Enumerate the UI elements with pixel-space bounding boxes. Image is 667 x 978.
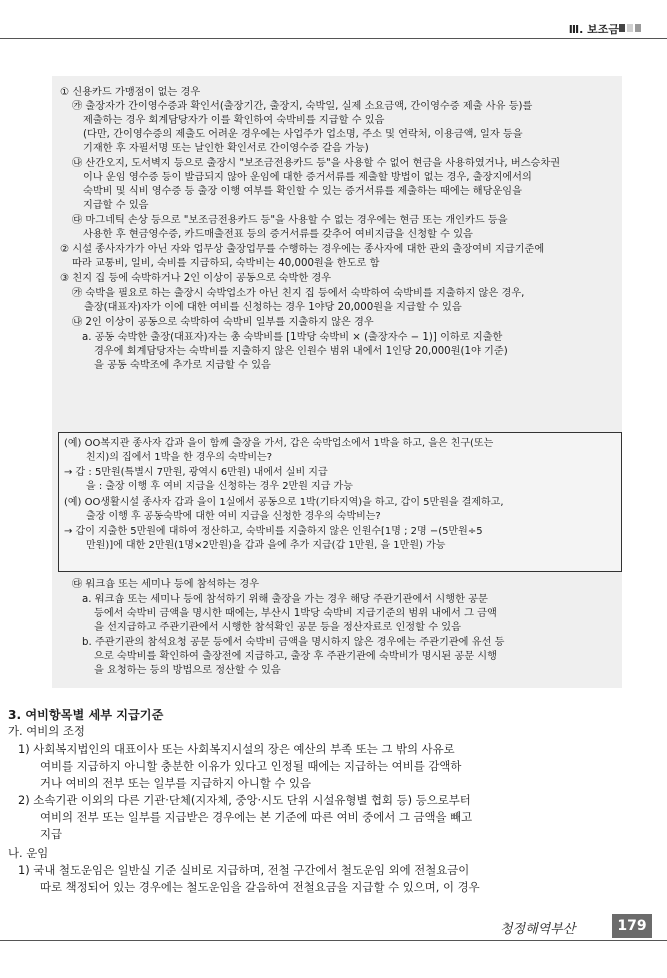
text-line: 등에서 숙박비 금액을 명시한 때에는, 부산시 1박당 숙박비 지급기준의 범위 내에서 그 금액	[94, 608, 497, 619]
busan-logo: 청정해역부산	[500, 922, 576, 937]
example-line: (예) OO복지관 종사자 갑과 을이 함께 출장을 가서, 갑은 숙박업소에서 1박을 하고, 을은 친구(또는	[64, 438, 494, 449]
text-line: 사용한 후 현금영수증, 카드매출전표 등의 증거서류를 갖추어 여비지급을 신청할 수 있음	[83, 229, 473, 240]
text-line: ㉰ 마그네틱 손상 등으로 "보조금전용카드 등"을 사용할 수 없는 경우에는 현금 또는 개인카드 등을	[72, 215, 508, 226]
text-line: 경우에 회계담당자는 숙박비를 지출하지 않은 인원수 범위 내에서 1인당 20,000원(1야 기준)	[94, 346, 508, 357]
text-line: ㉯ 2인 이상이 공동으로 숙박하여 숙박비 일부를 지출하지 않은 경우	[72, 317, 374, 328]
header-squares-icon	[619, 24, 641, 32]
example-line: 출장 이행 후 공동숙박에 대한 여비 지급을 신청한 경우의 숙박비는?	[86, 511, 381, 522]
text-line: 을 공동 숙박조에 추가로 지급할 수 있음	[94, 360, 271, 371]
subsection-title: 가. 여비의 조정	[8, 724, 85, 738]
body-line: 여비를 지급하지 아니할 충분한 이유가 있다고 인정될 때에는 지급하는 여비를 감액하	[40, 759, 462, 773]
section-heading: 3. 여비항목별 세부 지급기준	[8, 708, 164, 722]
text-line: (다만, 간이영수증의 제출도 어려운 경우에는 사업주가 업소명, 주소 및 연락처, 이용금액, 일자 등을	[83, 129, 523, 140]
footer-rule	[0, 940, 667, 941]
text-line: ㉮ 숙박을 필요로 하는 출장시 숙박업소가 아닌 친지 집 등에서 숙박하여 숙박비를 지출하지 않은 경우,	[72, 288, 525, 299]
page-number: 179	[612, 914, 652, 938]
text-line: 따라 교통비, 일비, 숙비를 지급하되, 숙박비는 40,000원을 한도로 함	[72, 258, 380, 269]
body-line: 여비의 전부 또는 일부를 지급받은 경우에는 본 기준에 따른 여비 중에서 그 금액을 빼고	[40, 810, 473, 824]
text-line: 으로 숙박비를 확인하여 출장전에 지급하고, 출장 후 주관기관에 숙박비가 명시된 공문 시행	[94, 651, 497, 662]
text-line: ① 신용카드 가맹점이 없는 경우	[60, 87, 201, 98]
text-line: 제출하는 경우 회계담당자가 이를 확인하여 숙박비를 지급할 수 있음	[83, 115, 385, 126]
text-line: 지급할 수 있음	[83, 200, 149, 211]
body-line: 1) 사회복지법인의 대표이사 또는 사회복지시설의 장은 예산의 부족 또는 그 밖의 사유로	[18, 742, 455, 756]
body-line: 거나 여비의 전부 또는 일부를 지급하지 아니할 수 있음	[40, 776, 312, 790]
example-line: 을 : 출장 이행 후 여비 지급을 신청하는 경우 2만원 지급 가능	[86, 481, 353, 492]
text-line: 이나 운임 영수증 등이 발급되지 않아 운임에 대한 증거서류를 제출할 방법이 없는 경우, 출장지에서의	[83, 172, 532, 183]
text-line: ② 시설 종사자가가 아닌 자와 업무상 출장업무를 수행하는 경우에는 종사자에 대한 관외 출장여비 지급기준에	[60, 244, 545, 255]
example-line: → 갑 : 5만원(특별시 7만원, 광역시 6만원) 내에서 실비 지급	[64, 467, 328, 478]
text-line: 출장(대표자)자가 이에 대한 여비를 신청하는 경우 1야당 20,000원을 지급할 수 있음	[84, 302, 462, 313]
chapter-title: Ⅲ. 보조금	[568, 23, 619, 36]
text-line: b. 주관기관의 참석요청 공문 등에서 숙박비 금액을 명시하지 않은 경우에는 주관기관에 유선 등	[82, 637, 505, 648]
text-line: a. 워크숍 또는 세미나 등에 참석하기 위해 출장을 가는 경우 해당 주관기관에서 시행한 공문	[82, 594, 488, 605]
body-line: 2) 소속기관 이외의 다른 기관·단체(지자체, 중앙·시도 단위 시설유형별 협회 등) 등으로부터	[18, 793, 471, 807]
example-line: → 갑이 지출한 5만원에 대하여 정산하고, 숙박비를 지출하지 않은 인원수[1명 ; 2명 −(5만원÷5	[64, 526, 483, 537]
text-line: a. 공동 숙박한 출장(대표자)자는 총 숙박비를 [1박당 숙박비 × (출장자수 − 1)] 이하로 지출한	[82, 332, 503, 343]
text-line: 숙박비 및 식비 영수증 등 출장 이행 여부를 확인할 수 있는 증거서류를 제출하는 때에는 해당운임을	[83, 186, 522, 197]
header-rule	[0, 38, 667, 39]
body-line: 지급	[40, 827, 63, 841]
body-line: 따로 책정되어 있는 경우에는 철도운임을 갈음하여 전철요금을 지급할 수 있으며, 이 경우	[40, 880, 480, 894]
text-line: ㉰ 워크숍 또는 세미나 등에 참석하는 경우	[72, 579, 260, 590]
text-line: 을 선지급하고 주관기관에서 시행한 참석확인 공문 등을 정산자료로 인정할 수 있음	[94, 622, 461, 633]
text-line: ③ 친지 집 등에 숙박하거나 2인 이상이 공동으로 숙박한 경우	[60, 273, 332, 284]
example-line: 친지)의 집에서 1박을 한 경우의 숙박비는?	[86, 452, 273, 463]
example-line: (예) OO생활시설 종사자 갑과 을이 1실에서 공동으로 1박(기타지역)을 하고, 갑이 5만원을 결제하고,	[64, 497, 504, 508]
body-line: 1) 국내 철도운임은 일반실 기준 실비로 지급하며, 전철 구간에서 철도운임 외에 전철요금이	[18, 863, 470, 877]
example-line: 만원)]에 대한 2만원(1명×2만원)을 갑과 을에 추가 지급(갑 1만원, 을 1만원) 가능	[86, 540, 446, 551]
text-line: ㉮ 출장자가 간이영수증과 확인서(출장기간, 출장지, 숙박일, 실제 소요금액, 간이영수증 제출 사유 등)를	[72, 101, 533, 112]
text-line: ㉯ 산간오지, 도서벽지 등으로 출장시 "보조금전용카드 등"을 사용할 수 없어 현금을 사용하였거나, 버스승차권	[72, 158, 561, 169]
subsection-title: 나. 운임	[8, 846, 49, 860]
text-line: 을 요청하는 등의 방법으로 정산할 수 있음	[94, 665, 281, 676]
text-line: 기재한 후 자필서명 또는 날인한 확인서로 간이영수증 갈음 가능)	[83, 143, 369, 154]
